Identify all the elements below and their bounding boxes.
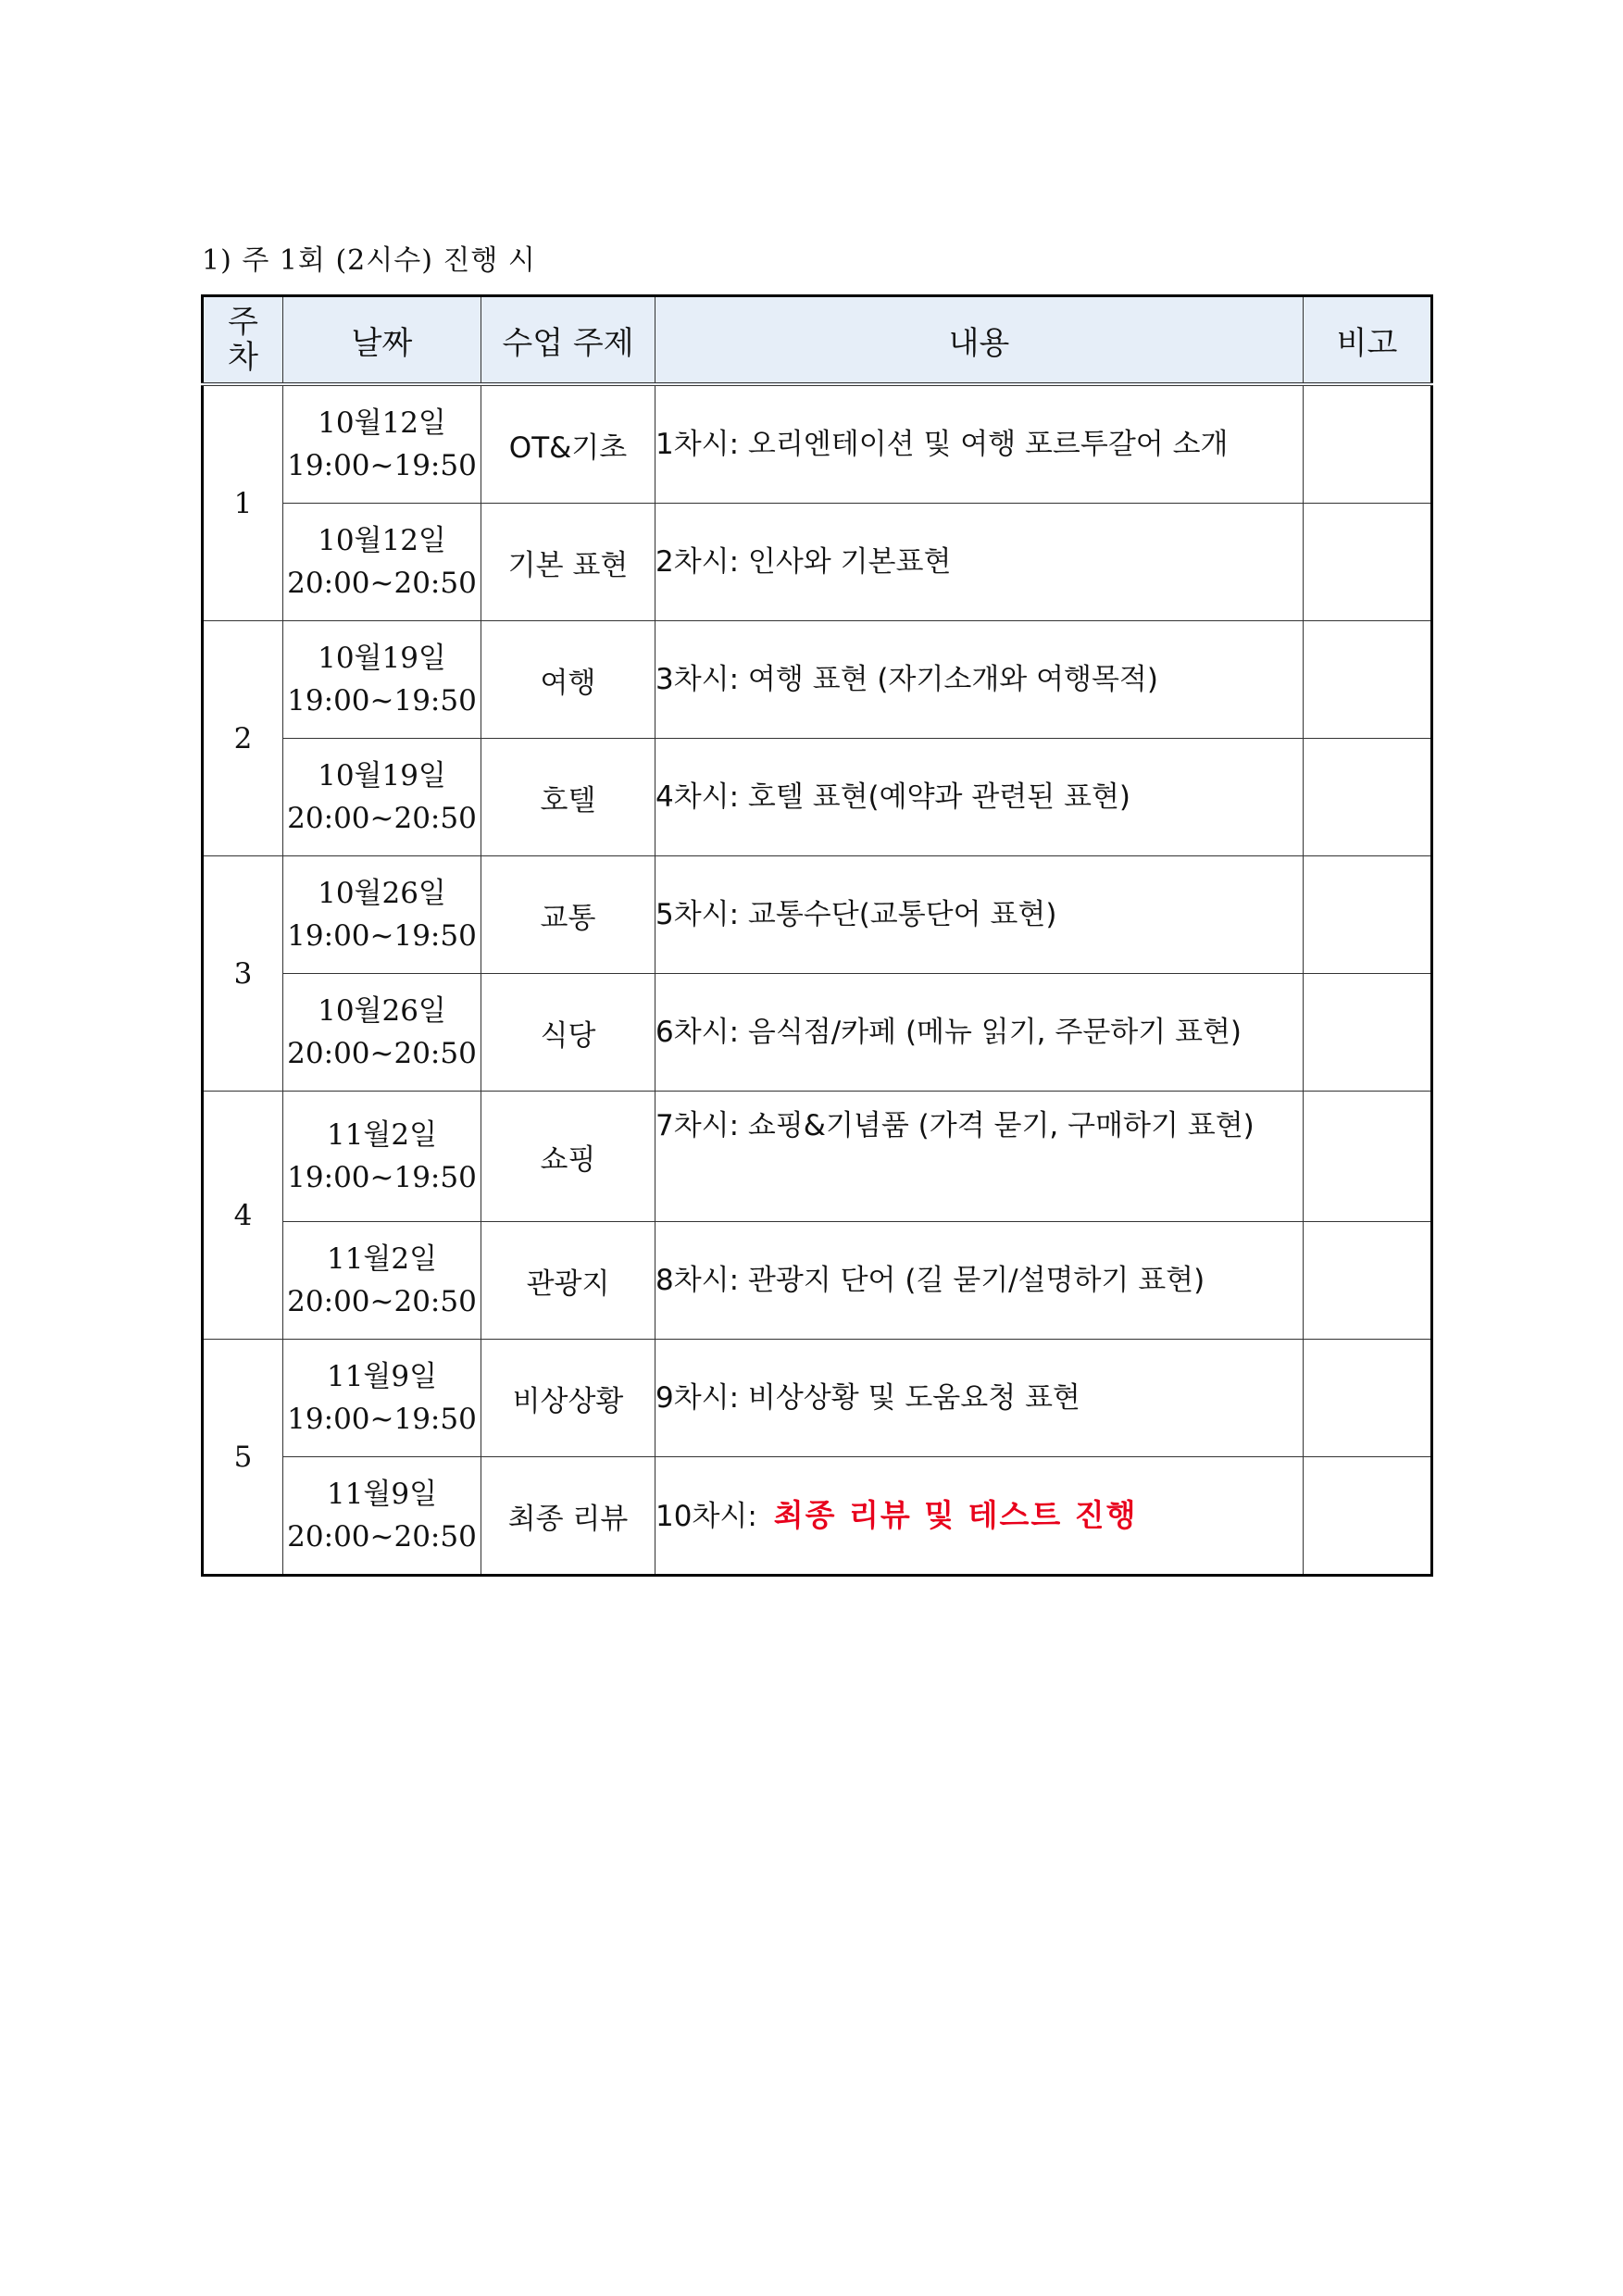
note-cell: [1304, 1222, 1432, 1340]
topic-cell: 호텔: [481, 739, 655, 856]
note-cell: [1304, 1092, 1432, 1222]
date-text: 10월12일: [318, 406, 446, 440]
content-highlight: 최종 리뷰 및 테스트 진행: [773, 1496, 1138, 1533]
content-cell: 4차시: 호텔 표현(예약과 관련된 표현): [655, 739, 1304, 856]
date-cell: [283, 504, 481, 621]
topic-cell: 여행: [481, 621, 655, 739]
date-cell: [283, 384, 481, 504]
table-caption: 1) 주 1회 (2시수) 진행 시: [202, 244, 536, 277]
date-cell: [283, 974, 481, 1092]
time-text: 19:00~19:50: [287, 1161, 477, 1194]
content-cell: 7차시: 쇼핑&기념품 (가격 묻기, 구매하기 표현): [655, 1092, 1304, 1222]
week-cell: 3: [203, 856, 283, 1092]
header-date: 날짜: [283, 296, 481, 385]
date-text: 10월19일: [318, 642, 446, 675]
note-cell: [1304, 504, 1432, 621]
topic-cell: 교통: [481, 856, 655, 974]
table-row: [203, 739, 1432, 856]
table-row: [203, 504, 1432, 621]
content-cell: [655, 1457, 1304, 1576]
date-text: 10월19일: [318, 759, 446, 792]
date-text: 11월9일: [326, 1360, 438, 1393]
header-topic: 수업 주제: [481, 296, 655, 385]
table-row: [203, 1457, 1432, 1576]
note-cell: [1304, 856, 1432, 974]
header-week-line2: 차: [228, 339, 258, 376]
content-cell: 8차시: 관광지 단어 (길 묻기/설명하기 표현): [655, 1222, 1304, 1340]
week-cell: 5: [203, 1340, 283, 1576]
time-text: 19:00~19:50: [287, 919, 477, 953]
date-cell: [283, 1340, 481, 1457]
time-text: 20:00~20:50: [287, 1285, 477, 1318]
table-row: [203, 1222, 1432, 1340]
topic-cell: OT&기초: [481, 384, 655, 504]
topic-cell: 기본 표현: [481, 504, 655, 621]
date-cell: [283, 856, 481, 974]
content-cell: 6차시: 음식점/카페 (메뉴 읽기, 주문하기 표현): [655, 974, 1304, 1092]
content-cell: 5차시: 교통수단(교통단어 표현): [655, 856, 1304, 974]
header-note: 비고: [1304, 296, 1432, 385]
table-row: [203, 1340, 1432, 1457]
week-cell: 4: [203, 1092, 283, 1340]
date-cell: [283, 739, 481, 856]
header-content: 내용: [655, 296, 1304, 385]
date-cell: [283, 1457, 481, 1576]
topic-cell: 관광지: [481, 1222, 655, 1340]
time-text: 19:00~19:50: [287, 1403, 477, 1436]
schedule-table: [201, 294, 1433, 1577]
content-cell: 1차시: 오리엔테이션 및 여행 포르투갈어 소개: [655, 384, 1304, 504]
content-cell: 3차시: 여행 표현 (자기소개와 여행목적): [655, 621, 1304, 739]
time-text: 20:00~20:50: [287, 802, 477, 835]
time-text: 20:00~20:50: [287, 1520, 477, 1554]
date-text: 10월26일: [318, 877, 446, 910]
topic-cell: 비상상황: [481, 1340, 655, 1457]
date-text: 11월2일: [326, 1118, 438, 1152]
date-text: 11월9일: [326, 1478, 438, 1511]
time-text: 19:00~19:50: [287, 449, 477, 482]
content-cell: 2차시: 인사와 기본표현: [655, 504, 1304, 621]
table-row: [203, 974, 1432, 1092]
time-text: 20:00~20:50: [287, 567, 477, 600]
week-cell: 1: [203, 384, 283, 621]
content-cell: 9차시: 비상상황 및 도움요청 표현: [655, 1340, 1304, 1457]
table-row: [203, 384, 1432, 504]
date-cell: [283, 1222, 481, 1340]
topic-cell: 쇼핑: [481, 1092, 655, 1222]
date-text: 11월2일: [326, 1242, 438, 1276]
date-cell: [283, 1092, 481, 1222]
time-text: 19:00~19:50: [287, 684, 477, 718]
table-row: [203, 856, 1432, 974]
topic-cell: 식당: [481, 974, 655, 1092]
note-cell: [1304, 1457, 1432, 1576]
note-cell: [1304, 974, 1432, 1092]
table-row: [203, 621, 1432, 739]
table-header-row: [203, 296, 1432, 385]
content-prefix: 10차시:: [655, 1499, 757, 1533]
table-row: [203, 1092, 1432, 1222]
note-cell: [1304, 1340, 1432, 1457]
date-cell: [283, 621, 481, 739]
topic-cell: 최종 리뷰: [481, 1457, 655, 1576]
time-text: 20:00~20:50: [287, 1037, 477, 1070]
note-cell: [1304, 384, 1432, 504]
date-text: 10월26일: [318, 994, 446, 1028]
note-cell: [1304, 739, 1432, 856]
date-text: 10월12일: [318, 524, 446, 557]
header-week-line1: 주: [228, 304, 258, 341]
header-week: [203, 296, 283, 385]
note-cell: [1304, 621, 1432, 739]
week-cell: 2: [203, 621, 283, 856]
